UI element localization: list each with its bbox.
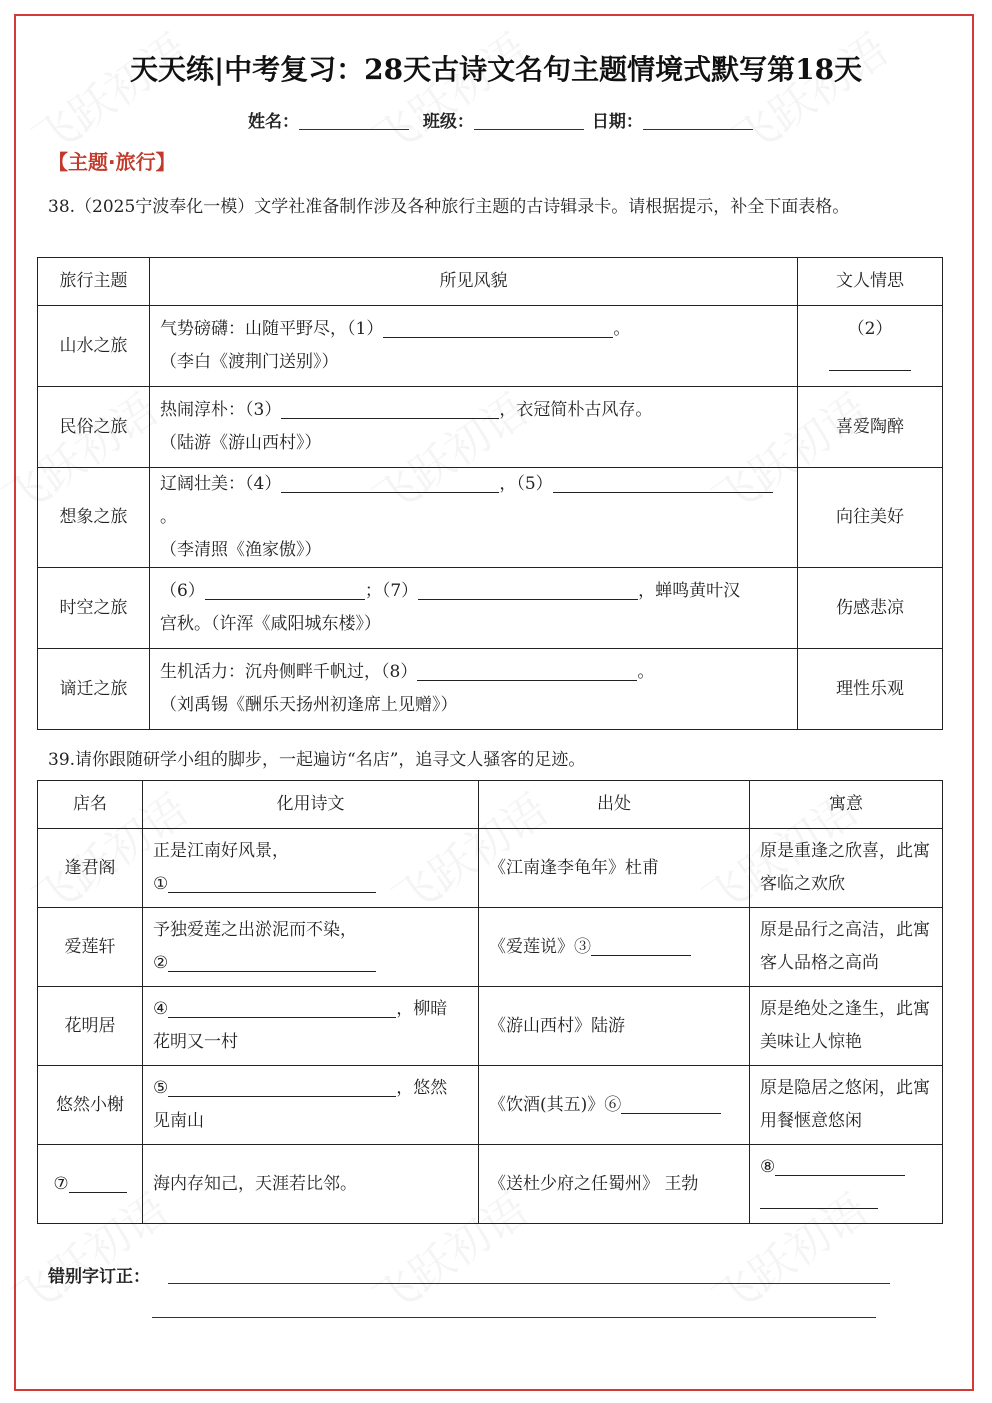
row-theme: 时空之旅 (38, 568, 150, 649)
row-theme: 山水之旅 (38, 306, 150, 387)
answer-blank-1[interactable] (383, 317, 613, 338)
name-label: 姓名： (248, 112, 299, 132)
table-row (38, 387, 943, 468)
feeling-text: （2） (847, 319, 893, 339)
scene-text: ，衣冠简朴古风存。 (499, 400, 653, 420)
scene-source: 宫秋。（许浑《咸阳城东楼》） (160, 614, 381, 634)
answer-blank-4[interactable] (281, 472, 499, 493)
header-shop: 店名 (38, 781, 143, 829)
poem-text: 见南山 (153, 1111, 204, 1131)
shop-name: 花明居 (38, 987, 143, 1066)
row-theme: 民俗之旅 (38, 387, 150, 468)
row-scene (150, 468, 798, 568)
scene-text: ；（7） (364, 581, 419, 601)
question-38-table (37, 257, 943, 730)
class-label: 班级： (422, 112, 474, 132)
poem-text: ，悠然 (396, 1078, 448, 1098)
poem-text: 花明又一村 (153, 1032, 238, 1052)
header-theme: 旅行主题 (38, 258, 150, 306)
row-feeling: 向往美好 (798, 468, 943, 568)
scene-source: （李白《渡荆门送别》） (160, 352, 339, 372)
table-header-row (38, 258, 943, 306)
source-cell: 《送杜少府之任蜀州》 王勃 (479, 1145, 750, 1224)
row-feeling (798, 306, 943, 387)
answer-blank-8[interactable] (775, 1155, 905, 1176)
row-scene (150, 387, 798, 468)
source-text: 《爱莲说》③ (489, 936, 591, 957)
scene-text: 热闹淳朴：（3） (160, 400, 282, 420)
poem-text: ，柳暗 (396, 999, 448, 1019)
row-feeling: 喜爱陶醉 (798, 387, 943, 468)
answer-blank-5[interactable] (168, 1076, 396, 1097)
meaning-cell: 原是绝处之逢生，此寓美味让人惊艳 (750, 987, 943, 1066)
blank-marker: ① (153, 874, 169, 894)
row-feeling: 伤感悲凉 (798, 568, 943, 649)
source-text: 《饮酒(其五)》⑥ (489, 1094, 622, 1115)
answer-blank-6[interactable] (621, 1093, 721, 1114)
poem-cell (143, 1066, 479, 1145)
blank-marker: ⑦ (53, 1173, 69, 1194)
scene-source: （陆游《游山西村》） (160, 433, 322, 453)
table-row (38, 987, 943, 1066)
scene-text: 气势磅礴：山随平野尽，（1） (160, 319, 384, 339)
correction-label: 错别字订正： (48, 1267, 150, 1287)
table-row (38, 1066, 943, 1145)
shop-name: 爱莲轩 (38, 908, 143, 987)
table-header-row (38, 781, 943, 829)
scene-text: （6） (160, 581, 205, 601)
question-39-prompt: 39.请你跟随研学小组的脚步，一起遍访“名店”，追寻文人骚客的足迹。 (48, 750, 586, 770)
scene-text: 。 (637, 662, 655, 682)
answer-blank-2[interactable] (168, 951, 376, 972)
answer-blank-7[interactable] (69, 1172, 127, 1193)
row-scene (150, 568, 798, 649)
answer-blank-3[interactable] (591, 935, 691, 956)
scene-text: 。 (613, 319, 631, 339)
poem-cell (143, 829, 479, 908)
meaning-cell: 原是重逢之欣喜，此寓客临之欢欣 (750, 829, 943, 908)
source-cell (479, 908, 750, 987)
question-38-prompt: 38.（2025宁波奉化一模）文学社准备制作涉及各种旅行主题的古诗辑录卡。请根据提示，补全下面表格。 (48, 197, 850, 217)
correction-line-1[interactable] (168, 1283, 890, 1284)
table-row (38, 649, 943, 730)
row-scene (150, 306, 798, 387)
table-row (38, 829, 943, 908)
row-theme: 谪迁之旅 (38, 649, 150, 730)
poem-cell (143, 987, 479, 1066)
scene-text: 生机活力：沉舟侧畔千帆过，（8） (160, 662, 418, 682)
header-meaning: 寓意 (750, 781, 943, 829)
table-row (38, 468, 943, 568)
answer-blank-8[interactable] (417, 660, 637, 681)
name-field[interactable] (299, 111, 409, 130)
answer-blank-2[interactable] (829, 350, 911, 371)
scene-text: ，（5） (499, 474, 553, 494)
answer-blank-3[interactable] (281, 398, 499, 419)
shop-name: 逢君阁 (38, 829, 143, 908)
blank-marker: ⑤ (153, 1078, 169, 1098)
source-cell (479, 1066, 750, 1145)
table-row (38, 306, 943, 387)
shop-name (38, 1145, 143, 1224)
answer-blank-4[interactable] (168, 997, 396, 1018)
table-row (38, 1145, 943, 1224)
row-theme: 想象之旅 (38, 468, 150, 568)
answer-blank-7[interactable] (418, 579, 638, 600)
scene-text: 。 (160, 507, 177, 527)
shop-name: 悠然小榭 (38, 1066, 143, 1145)
table-row (38, 568, 943, 649)
question-39-table (37, 780, 943, 1224)
header-scene: 所见风貌 (150, 258, 798, 306)
date-label: 日期： (591, 112, 643, 132)
correction-line-2[interactable] (152, 1317, 876, 1318)
scene-source: （刘禹锡《酬乐天扬州初逢席上见赠》） (160, 695, 458, 715)
meaning-cell (750, 1145, 943, 1224)
poem-cell (143, 908, 479, 987)
blank-marker: ② (153, 953, 169, 973)
student-info-row (248, 107, 761, 132)
source-cell: 《游山西村》陆游 (479, 987, 750, 1066)
source-cell: 《江南逢李龟年》杜甫 (479, 829, 750, 908)
poem-cell: 海内存知己，天涯若比邻。 (143, 1145, 479, 1224)
header-source: 出处 (479, 781, 750, 829)
answer-blank-1[interactable] (168, 872, 376, 893)
scene-source: （李清照《渔家傲》） (160, 540, 322, 560)
header-poem: 化用诗文 (143, 781, 479, 829)
row-feeling: 理性乐观 (798, 649, 943, 730)
poem-text: 正是江南好风景， (153, 841, 289, 861)
answer-blank-5[interactable] (553, 472, 773, 493)
blank-marker: ④ (153, 999, 169, 1019)
meaning-cell: 原是隐居之悠闲，此寓用餐惬意悠闲 (750, 1066, 943, 1145)
table-row (38, 908, 943, 987)
poem-text: 予独爱莲之出淤泥而不染， (153, 920, 357, 940)
date-field[interactable] (643, 111, 753, 130)
scene-text: ，蝉鸣黄叶汉 (638, 581, 741, 601)
page-title: 天天练|中考复习：28天古诗文名句主题情境式默写第18天 (129, 53, 863, 86)
theme-heading: 【主题·旅行】 (48, 150, 176, 174)
class-field[interactable] (474, 111, 584, 130)
answer-blank-6[interactable] (205, 579, 365, 600)
blank-marker: ⑧ (760, 1157, 776, 1177)
meaning-cell: 原是品行之高洁，此寓客人品格之高尚 (750, 908, 943, 987)
row-scene (150, 649, 798, 730)
header-feeling: 文人情思 (798, 258, 943, 306)
answer-blank-8-cont[interactable] (760, 1188, 878, 1209)
scene-text: 辽阔壮美：（4） (160, 474, 282, 494)
